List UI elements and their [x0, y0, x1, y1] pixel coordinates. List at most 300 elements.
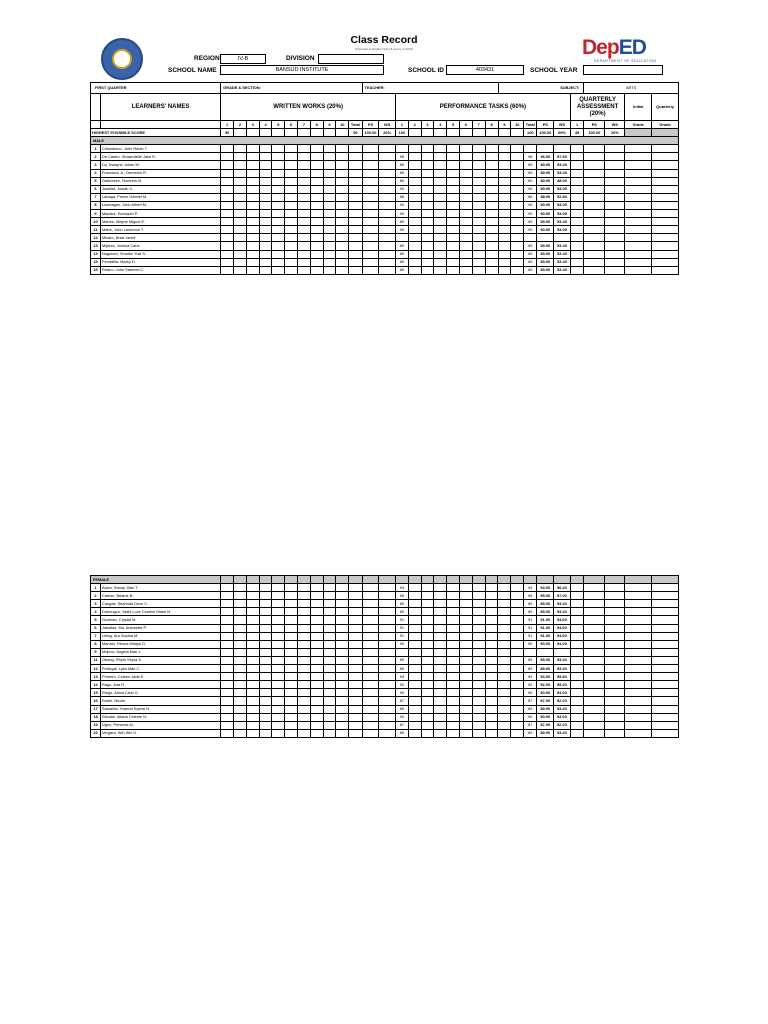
pt-score-cell[interactable]	[447, 145, 460, 153]
pt-score-cell[interactable]	[421, 616, 434, 624]
pt-score-cell[interactable]	[498, 721, 511, 729]
qa-score-cell[interactable]	[570, 729, 583, 737]
ww-score-cell[interactable]	[336, 145, 349, 153]
ww-score-cell[interactable]	[298, 584, 311, 592]
ww-score-cell[interactable]	[234, 656, 247, 664]
pt-score-cell[interactable]: 89	[396, 218, 409, 226]
pt-score-cell[interactable]	[421, 697, 434, 705]
ww-score-cell[interactable]	[285, 713, 298, 721]
school-year-field[interactable]	[583, 65, 663, 75]
pt-score-cell[interactable]	[434, 689, 447, 697]
pt-score-cell[interactable]	[408, 713, 421, 721]
ww-score-cell[interactable]	[234, 616, 247, 624]
pt-score-cell[interactable]	[472, 258, 485, 266]
ww-score-cell[interactable]	[246, 640, 259, 648]
ww-score-cell[interactable]	[298, 201, 311, 209]
pt-score-cell[interactable]	[472, 169, 485, 177]
ww-score-cell[interactable]	[259, 177, 272, 185]
pt-score-cell[interactable]	[498, 665, 511, 673]
ww-score-cell[interactable]	[272, 648, 285, 656]
ww-score-cell[interactable]	[221, 266, 234, 274]
ww-score-cell[interactable]	[246, 681, 259, 689]
pt-score-cell[interactable]	[485, 729, 498, 737]
ww-score-cell[interactable]	[336, 689, 349, 697]
pt-score-cell[interactable]	[485, 648, 498, 656]
pt-score-cell[interactable]	[434, 210, 447, 218]
pt-score-cell[interactable]: 89	[396, 665, 409, 673]
ww-score-cell[interactable]	[221, 640, 234, 648]
pt-score-cell[interactable]	[511, 632, 524, 640]
pt-score-cell[interactable]	[460, 721, 473, 729]
pt-score-cell[interactable]	[485, 185, 498, 193]
ww-score-cell[interactable]	[272, 169, 285, 177]
pt-score-cell[interactable]	[408, 600, 421, 608]
pt-score-cell[interactable]	[498, 640, 511, 648]
pt-score-cell[interactable]	[421, 656, 434, 664]
pt-score-cell[interactable]: 96	[396, 153, 409, 161]
ww-score-cell[interactable]	[246, 226, 259, 234]
ww-score-cell[interactable]	[221, 729, 234, 737]
ww-score-cell[interactable]	[246, 665, 259, 673]
ww-score-cell[interactable]	[285, 624, 298, 632]
ww-score-cell[interactable]	[259, 616, 272, 624]
ww-score-cell[interactable]	[310, 177, 323, 185]
ww-score-cell[interactable]	[246, 153, 259, 161]
ww-score-cell[interactable]	[259, 201, 272, 209]
pt-score-cell[interactable]	[434, 218, 447, 226]
pt-score-cell[interactable]	[485, 608, 498, 616]
ww-score-cell[interactable]	[221, 161, 234, 169]
pt-score-cell[interactable]	[421, 266, 434, 274]
pt-score-cell[interactable]	[434, 258, 447, 266]
pt-score-cell[interactable]	[408, 210, 421, 218]
pt-score-cell[interactable]	[408, 689, 421, 697]
ww-score-cell[interactable]	[221, 185, 234, 193]
pt-score-cell[interactable]	[421, 608, 434, 616]
pt-score-cell[interactable]	[459, 234, 472, 242]
pt-score-cell[interactable]	[408, 608, 421, 616]
pt-score-cell[interactable]	[408, 258, 421, 266]
pt-score-cell[interactable]	[421, 624, 434, 632]
ww-score-cell[interactable]	[323, 616, 336, 624]
pt-score-cell[interactable]	[511, 193, 524, 201]
pt-score-cell[interactable]	[460, 608, 473, 616]
pt-score-cell[interactable]	[472, 592, 485, 600]
pt-score-cell[interactable]	[434, 177, 447, 185]
pt-score-cell[interactable]	[511, 226, 524, 234]
ww-score-cell[interactable]	[336, 705, 349, 713]
ww-score-cell[interactable]	[246, 673, 259, 681]
pt-score-cell[interactable]	[498, 258, 511, 266]
ww-score-cell[interactable]	[336, 161, 349, 169]
ww-score-cell[interactable]	[272, 697, 285, 705]
ww-score-cell[interactable]	[246, 608, 259, 616]
ww-score-cell[interactable]	[298, 721, 311, 729]
qa-score-cell[interactable]	[570, 145, 583, 153]
pt-score-cell[interactable]	[460, 640, 473, 648]
division-field[interactable]	[318, 54, 384, 64]
pt-score-cell[interactable]	[434, 656, 447, 664]
pt-score-cell[interactable]	[421, 681, 434, 689]
ww-score-cell[interactable]	[259, 632, 272, 640]
ww-score-cell[interactable]	[221, 689, 234, 697]
pt-score-cell[interactable]	[447, 608, 460, 616]
qa-score-cell[interactable]	[570, 234, 583, 242]
pt-score-cell[interactable]	[485, 656, 498, 664]
ww-score-cell[interactable]	[323, 689, 336, 697]
ww-score-cell[interactable]	[298, 705, 311, 713]
pt-score-cell[interactable]	[434, 729, 447, 737]
pt-score-cell[interactable]	[472, 616, 485, 624]
ww-score-cell[interactable]	[323, 185, 336, 193]
pt-score-cell[interactable]	[434, 640, 447, 648]
pt-score-cell[interactable]	[472, 624, 485, 632]
qa-score-cell[interactable]	[570, 632, 583, 640]
ww-score-cell[interactable]	[336, 258, 349, 266]
qa-score-cell[interactable]	[570, 673, 583, 681]
pt-score-cell[interactable]	[472, 648, 485, 656]
pt-score-cell[interactable]	[408, 697, 421, 705]
pt-score-cell[interactable]	[408, 185, 421, 193]
pt-score-cell[interactable]	[511, 201, 524, 209]
ww-score-cell[interactable]	[298, 592, 311, 600]
ww-score-cell[interactable]	[336, 201, 349, 209]
pt-score-cell[interactable]	[447, 665, 460, 673]
ww-score-cell[interactable]	[323, 234, 336, 242]
ww-score-cell[interactable]	[221, 145, 234, 153]
pt-score-cell[interactable]	[408, 177, 421, 185]
pt-score-cell[interactable]	[498, 632, 511, 640]
qa-score-cell[interactable]	[570, 608, 583, 616]
ww-score-cell[interactable]	[221, 624, 234, 632]
ww-score-cell[interactable]	[323, 592, 336, 600]
pt-score-cell[interactable]	[447, 177, 460, 185]
pt-score-cell[interactable]	[421, 201, 434, 209]
pt-score-cell[interactable]	[408, 729, 421, 737]
ww-score-cell[interactable]	[272, 193, 285, 201]
pt-score-cell[interactable]	[459, 258, 472, 266]
ww-score-cell[interactable]	[246, 250, 259, 258]
pt-score-cell[interactable]	[421, 632, 434, 640]
pt-score-cell[interactable]	[498, 697, 511, 705]
subject-value-cell[interactable]: ARTS	[584, 83, 679, 94]
pt-score-cell[interactable]	[472, 226, 485, 234]
pt-score-cell[interactable]	[472, 145, 485, 153]
pt-score-cell[interactable]	[447, 266, 460, 274]
ww-score-cell[interactable]	[298, 640, 311, 648]
pt-score-cell[interactable]	[434, 242, 447, 250]
grade-section-cell[interactable]: GRADE & SECTION:	[221, 83, 362, 94]
ww-score-cell[interactable]	[285, 656, 298, 664]
ww-score-cell[interactable]	[272, 600, 285, 608]
ww-score-cell[interactable]	[272, 258, 285, 266]
ww-score-cell[interactable]	[246, 242, 259, 250]
ww-score-cell[interactable]	[234, 665, 247, 673]
pt-score-cell[interactable]	[460, 648, 473, 656]
ww-score-cell[interactable]	[336, 681, 349, 689]
pt-score-cell[interactable]	[421, 218, 434, 226]
pt-score-cell[interactable]	[408, 705, 421, 713]
ww-score-cell[interactable]	[234, 218, 247, 226]
ww-score-cell[interactable]	[272, 218, 285, 226]
pt-score-cell[interactable]	[498, 616, 511, 624]
pt-score-cell[interactable]	[472, 656, 485, 664]
ww-score-cell[interactable]	[298, 193, 311, 201]
pt-score-cell[interactable]	[421, 185, 434, 193]
ww-score-cell[interactable]	[221, 169, 234, 177]
pt-score-cell[interactable]	[472, 234, 485, 242]
pt-score-cell[interactable]	[485, 600, 498, 608]
ww-score-cell[interactable]	[323, 584, 336, 592]
ww-score-cell[interactable]	[336, 210, 349, 218]
ww-score-cell[interactable]	[336, 226, 349, 234]
qa-score-cell[interactable]	[570, 648, 583, 656]
pt-score-cell[interactable]	[485, 258, 498, 266]
pt-score-cell[interactable]	[408, 648, 421, 656]
ww-score-cell[interactable]	[285, 250, 298, 258]
qa-score-cell[interactable]	[570, 177, 583, 185]
pt-score-cell[interactable]	[459, 218, 472, 226]
pt-score-cell[interactable]: 91	[396, 616, 409, 624]
ww-score-cell[interactable]	[285, 242, 298, 250]
pt-score-cell[interactable]	[472, 185, 485, 193]
ww-score-cell[interactable]	[298, 250, 311, 258]
ww-score-cell[interactable]	[259, 210, 272, 218]
ww-score-cell[interactable]	[259, 665, 272, 673]
pt-score-cell[interactable]	[498, 234, 511, 242]
ww-score-cell[interactable]	[336, 266, 349, 274]
qa-score-cell[interactable]	[570, 713, 583, 721]
pt-score-cell[interactable]	[460, 584, 473, 592]
ww-score-cell[interactable]	[246, 689, 259, 697]
pt-score-cell[interactable]	[434, 721, 447, 729]
ww-score-cell[interactable]	[285, 266, 298, 274]
ww-score-cell[interactable]	[259, 608, 272, 616]
ww-score-cell[interactable]	[234, 624, 247, 632]
pt-score-cell[interactable]	[408, 242, 421, 250]
ww-score-cell[interactable]	[336, 656, 349, 664]
ww-score-cell[interactable]	[310, 185, 323, 193]
pt-score-cell[interactable]	[421, 250, 434, 258]
pt-score-cell[interactable]	[485, 689, 498, 697]
ww-score-cell[interactable]	[285, 145, 298, 153]
pt-score-cell[interactable]	[434, 584, 447, 592]
pt-score-cell[interactable]	[472, 161, 485, 169]
pt-score-cell[interactable]	[434, 673, 447, 681]
ww-score-cell[interactable]	[298, 665, 311, 673]
ww-score-cell[interactable]	[285, 584, 298, 592]
ww-score-cell[interactable]	[298, 713, 311, 721]
pt-score-cell[interactable]	[498, 689, 511, 697]
pt-score-cell[interactable]: 90	[396, 201, 409, 209]
pt-score-cell[interactable]	[421, 226, 434, 234]
ww-score-cell[interactable]	[246, 210, 259, 218]
pt-score-cell[interactable]	[498, 177, 511, 185]
ww-score-cell[interactable]	[259, 250, 272, 258]
pt-score-cell[interactable]	[408, 656, 421, 664]
qa-score-cell[interactable]	[570, 153, 583, 161]
pt-score-cell[interactable]	[485, 242, 498, 250]
pt-score-cell[interactable]	[434, 632, 447, 640]
ww-score-cell[interactable]	[259, 689, 272, 697]
qa-score-cell[interactable]	[570, 185, 583, 193]
ww-score-cell[interactable]	[259, 624, 272, 632]
pt-score-cell[interactable]: 89	[396, 656, 409, 664]
pt-score-cell[interactable]	[447, 648, 460, 656]
pt-score-cell[interactable]	[498, 608, 511, 616]
ww-score-cell[interactable]	[285, 161, 298, 169]
pt-score-cell[interactable]	[511, 250, 524, 258]
pt-score-cell[interactable]	[472, 697, 485, 705]
ww-score-cell[interactable]	[259, 218, 272, 226]
pt-score-cell[interactable]	[447, 673, 460, 681]
ww-score-cell[interactable]	[272, 584, 285, 592]
pt-score-cell[interactable]	[447, 624, 460, 632]
pt-score-cell[interactable]	[408, 201, 421, 209]
ww-score-cell[interactable]	[246, 584, 259, 592]
pt-score-cell[interactable]	[459, 185, 472, 193]
ww-score-cell[interactable]	[298, 689, 311, 697]
pt-score-cell[interactable]	[447, 697, 460, 705]
ww-score-cell[interactable]	[221, 656, 234, 664]
ww-score-cell[interactable]	[272, 656, 285, 664]
pt-score-cell[interactable]	[511, 721, 524, 729]
ww-score-cell[interactable]	[285, 226, 298, 234]
pt-score-cell[interactable]	[472, 242, 485, 250]
ww-score-cell[interactable]	[221, 705, 234, 713]
ww-score-cell[interactable]	[221, 218, 234, 226]
ww-score-cell[interactable]	[234, 705, 247, 713]
pt-score-cell[interactable]: 93	[396, 673, 409, 681]
ww-score-cell[interactable]	[323, 169, 336, 177]
ww-score-cell[interactable]	[310, 218, 323, 226]
ww-score-cell[interactable]	[246, 713, 259, 721]
pt-score-cell[interactable]	[511, 616, 524, 624]
ww-score-cell[interactable]	[298, 153, 311, 161]
ww-score-cell[interactable]	[221, 258, 234, 266]
pt-score-cell[interactable]	[485, 218, 498, 226]
pt-score-cell[interactable]	[460, 632, 473, 640]
pt-score-cell[interactable]	[511, 161, 524, 169]
pt-score-cell[interactable]	[421, 592, 434, 600]
ww-score-cell[interactable]	[285, 616, 298, 624]
ww-score-cell[interactable]	[310, 242, 323, 250]
pt-score-cell[interactable]	[421, 648, 434, 656]
pt-score-cell[interactable]	[459, 226, 472, 234]
pt-score-cell[interactable]: 91	[396, 624, 409, 632]
pt-score-cell[interactable]	[447, 153, 460, 161]
ww-score-cell[interactable]	[234, 640, 247, 648]
pt-score-cell[interactable]	[421, 721, 434, 729]
pt-score-cell[interactable]	[498, 584, 511, 592]
ww-score-cell[interactable]	[323, 201, 336, 209]
pt-score-cell[interactable]	[472, 681, 485, 689]
ww-score-cell[interactable]	[246, 169, 259, 177]
pt-score-cell[interactable]	[447, 584, 460, 592]
qa-score-cell[interactable]	[570, 258, 583, 266]
pt-score-cell[interactable]	[511, 697, 524, 705]
ww-score-cell[interactable]	[259, 600, 272, 608]
pt-score-cell[interactable]	[447, 705, 460, 713]
ww-score-cell[interactable]	[285, 681, 298, 689]
pt-score-cell[interactable]	[434, 250, 447, 258]
ww-score-cell[interactable]	[221, 592, 234, 600]
ww-score-cell[interactable]	[310, 226, 323, 234]
ww-score-cell[interactable]	[221, 608, 234, 616]
pt-score-cell[interactable]	[460, 689, 473, 697]
pt-score-cell[interactable]	[498, 201, 511, 209]
pt-score-cell[interactable]	[434, 705, 447, 713]
ww-score-cell[interactable]	[323, 729, 336, 737]
qa-score-cell[interactable]	[570, 210, 583, 218]
ww-score-cell[interactable]	[285, 673, 298, 681]
pt-score-cell[interactable]	[421, 665, 434, 673]
pt-score-cell[interactable]	[498, 673, 511, 681]
pt-score-cell[interactable]	[472, 266, 485, 274]
pt-score-cell[interactable]	[408, 624, 421, 632]
ww-score-cell[interactable]	[259, 648, 272, 656]
pt-score-cell[interactable]	[421, 584, 434, 592]
pt-score-cell[interactable]	[511, 656, 524, 664]
pt-score-cell[interactable]	[408, 616, 421, 624]
ww-score-cell[interactable]	[272, 201, 285, 209]
pt-score-cell[interactable]	[485, 210, 498, 218]
pt-score-cell[interactable]	[460, 592, 473, 600]
ww-score-cell[interactable]	[285, 169, 298, 177]
pt-score-cell[interactable]	[447, 201, 460, 209]
ww-score-cell[interactable]	[298, 656, 311, 664]
ww-score-cell[interactable]	[336, 234, 349, 242]
ww-score-cell[interactable]	[259, 592, 272, 600]
ww-score-cell[interactable]	[336, 250, 349, 258]
ww-score-cell[interactable]	[272, 713, 285, 721]
ww-score-cell[interactable]	[285, 648, 298, 656]
ww-score-cell[interactable]	[298, 242, 311, 250]
ww-score-cell[interactable]	[310, 153, 323, 161]
qa-score-cell[interactable]	[570, 624, 583, 632]
ww-score-cell[interactable]	[310, 673, 323, 681]
pt-score-cell[interactable]	[447, 721, 460, 729]
pt-score-cell[interactable]	[498, 266, 511, 274]
ww-score-cell[interactable]	[246, 201, 259, 209]
ww-score-cell[interactable]	[310, 210, 323, 218]
ww-score-cell[interactable]	[310, 624, 323, 632]
pt-score-cell[interactable]	[485, 673, 498, 681]
ww-score-cell[interactable]	[246, 185, 259, 193]
ww-score-cell[interactable]	[234, 226, 247, 234]
ww-score-cell[interactable]	[323, 673, 336, 681]
pt-score-cell[interactable]	[434, 169, 447, 177]
pt-score-cell[interactable]	[485, 592, 498, 600]
pt-score-cell[interactable]	[485, 665, 498, 673]
pt-score-cell[interactable]	[511, 177, 524, 185]
ww-score-cell[interactable]	[310, 729, 323, 737]
ww-score-cell[interactable]	[298, 632, 311, 640]
ww-score-cell[interactable]	[221, 721, 234, 729]
pt-score-cell[interactable]	[408, 193, 421, 201]
pt-score-cell[interactable]	[447, 193, 460, 201]
ww-score-cell[interactable]	[259, 705, 272, 713]
qa-score-cell[interactable]	[570, 201, 583, 209]
qa-score-cell[interactable]	[570, 242, 583, 250]
pt-score-cell[interactable]	[511, 242, 524, 250]
ww-score-cell[interactable]	[234, 258, 247, 266]
ww-score-cell[interactable]	[221, 648, 234, 656]
qa-score-cell[interactable]	[570, 584, 583, 592]
ww-score-cell[interactable]	[285, 729, 298, 737]
pt-score-cell[interactable]: 89	[396, 258, 409, 266]
ww-score-cell[interactable]	[259, 153, 272, 161]
